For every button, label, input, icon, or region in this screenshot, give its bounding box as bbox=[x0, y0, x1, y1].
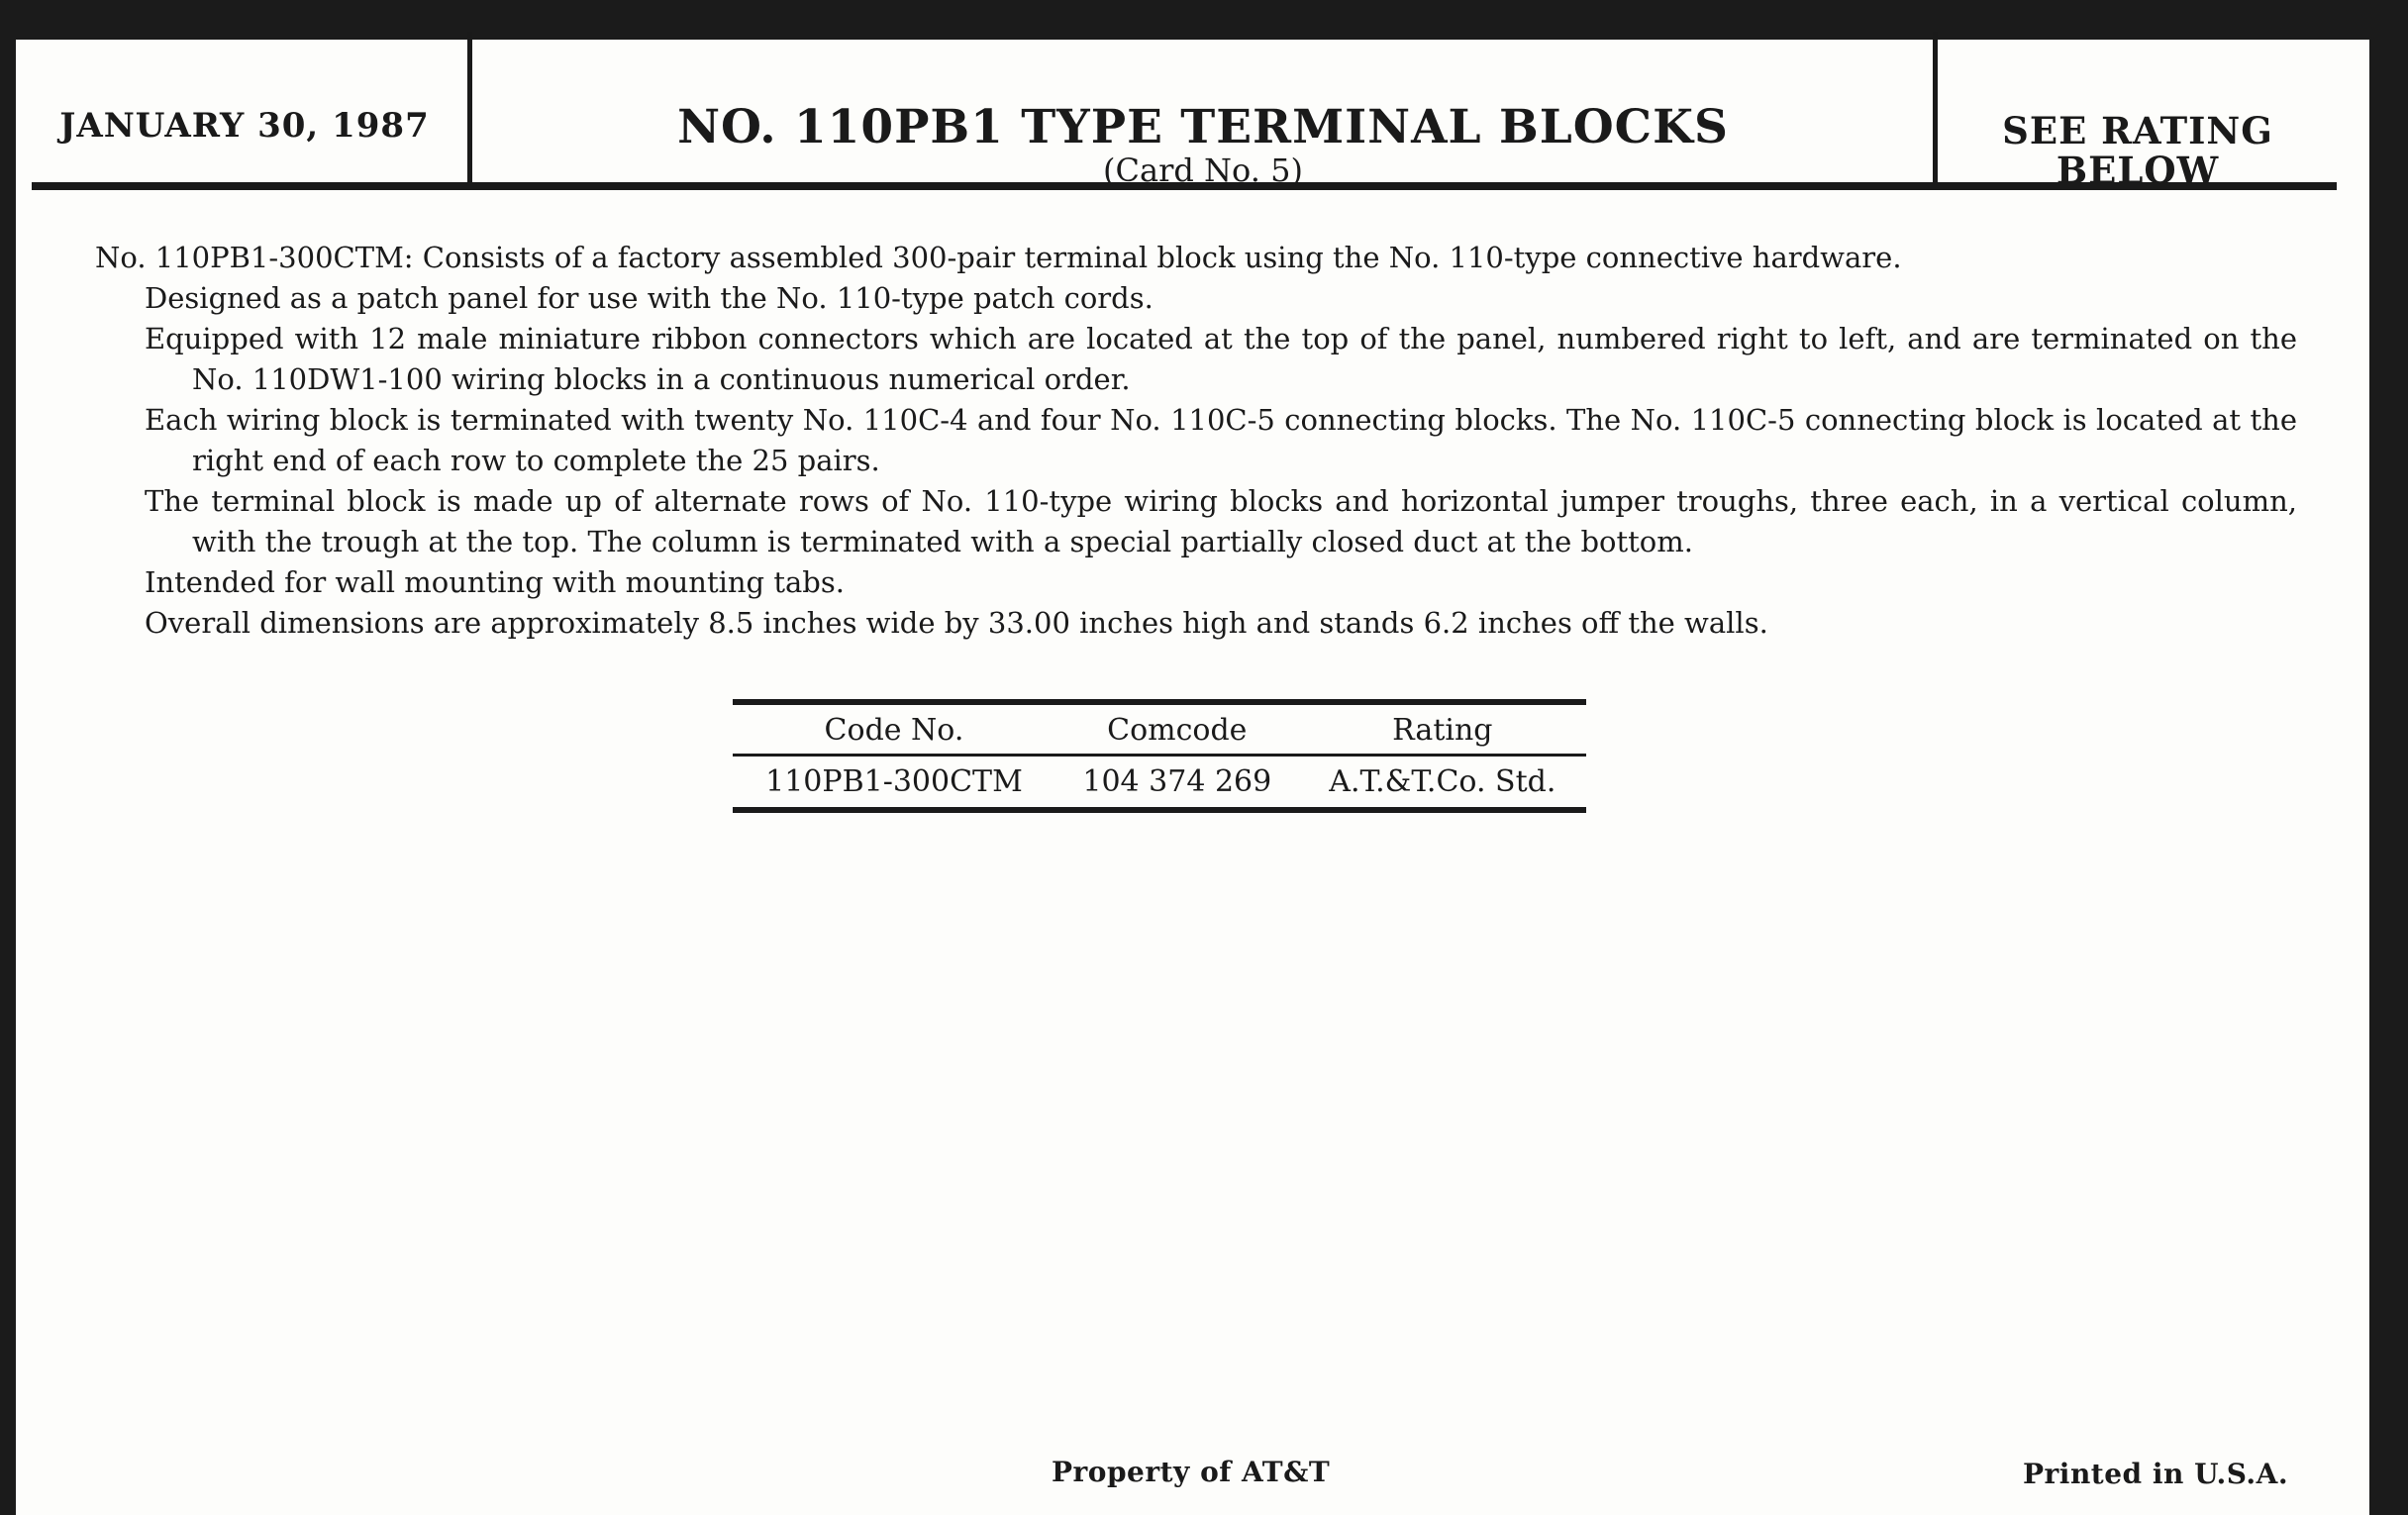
rating-note-line1: SEE RATING bbox=[2002, 109, 2273, 152]
cell-code: 110PB1-300CTM bbox=[765, 764, 1023, 799]
table-row bbox=[733, 756, 1586, 811]
header-divider-right bbox=[1933, 32, 1938, 182]
description-paragraph: Designed as a patch panel for use with the No. 110-type patch cords. bbox=[145, 281, 1154, 315]
description-paragraph: No. 110PB1-300CTM: Consists of a factory assembled 300-pair terminal block using the No. 110-type connective hardware. bbox=[95, 241, 1902, 274]
description-paragraph: Intended for wall mounting with mounting tabs. bbox=[145, 565, 845, 599]
scan-edge bbox=[2369, 40, 2408, 1515]
description-paragraph: Overall dimensions are approximately 8.5 inches wide by 33.00 inches high and stands 6.2 inches off the walls. bbox=[145, 606, 1768, 640]
spec-table bbox=[733, 699, 1586, 813]
column-header-comcode: Comcode bbox=[1055, 702, 1299, 756]
description-paragraph: Each wiring block is terminated with twenty No. 110C-4 and four No. 110C-5 connecting blocks. The No. 110C-5 connecting block is located at the right end of each row to complete the 25 pairs. bbox=[145, 403, 2297, 477]
document-title: NO. 110PB1 TYPE TERMINAL BLOCKS bbox=[677, 100, 1729, 154]
printed-notice: Printed in U.S.A. bbox=[2023, 1458, 2289, 1490]
document-header bbox=[32, 32, 2337, 190]
issue-date: JANUARY 30, 1987 bbox=[59, 106, 430, 146]
description-paragraph: The terminal block is made up of alternate rows of No. 110-type wiring blocks and horizontal jumper troughs, three each, in a vertical column, with the trough at the top. The column is terminated with a special partially closed duct at the bottom. bbox=[145, 484, 2297, 558]
cell-rating: A.T.&T.Co. Std. bbox=[1329, 764, 1556, 799]
title-block bbox=[473, 32, 1933, 189]
description-body bbox=[79, 238, 2297, 644]
rating-note-line2: BELOW bbox=[2056, 149, 2220, 192]
card-number: (Card No. 5) bbox=[1103, 152, 1303, 189]
cell-comcode: 104 374 269 bbox=[1082, 764, 1272, 799]
description-paragraph: Equipped with 12 male miniature ribbon connectors which are located at the top of the panel, numbered right to left, and are terminated on the No. 110DW1-100 wiring blocks in a continuous numerical order. bbox=[145, 322, 2297, 396]
header-divider-left bbox=[467, 32, 472, 182]
column-header-code: Code No. bbox=[733, 702, 1055, 756]
property-notice: Property of AT&T bbox=[1052, 1456, 1331, 1488]
column-header-rating: Rating bbox=[1299, 702, 1586, 756]
rating-note bbox=[1939, 32, 2337, 192]
table-header-row bbox=[733, 702, 1586, 756]
